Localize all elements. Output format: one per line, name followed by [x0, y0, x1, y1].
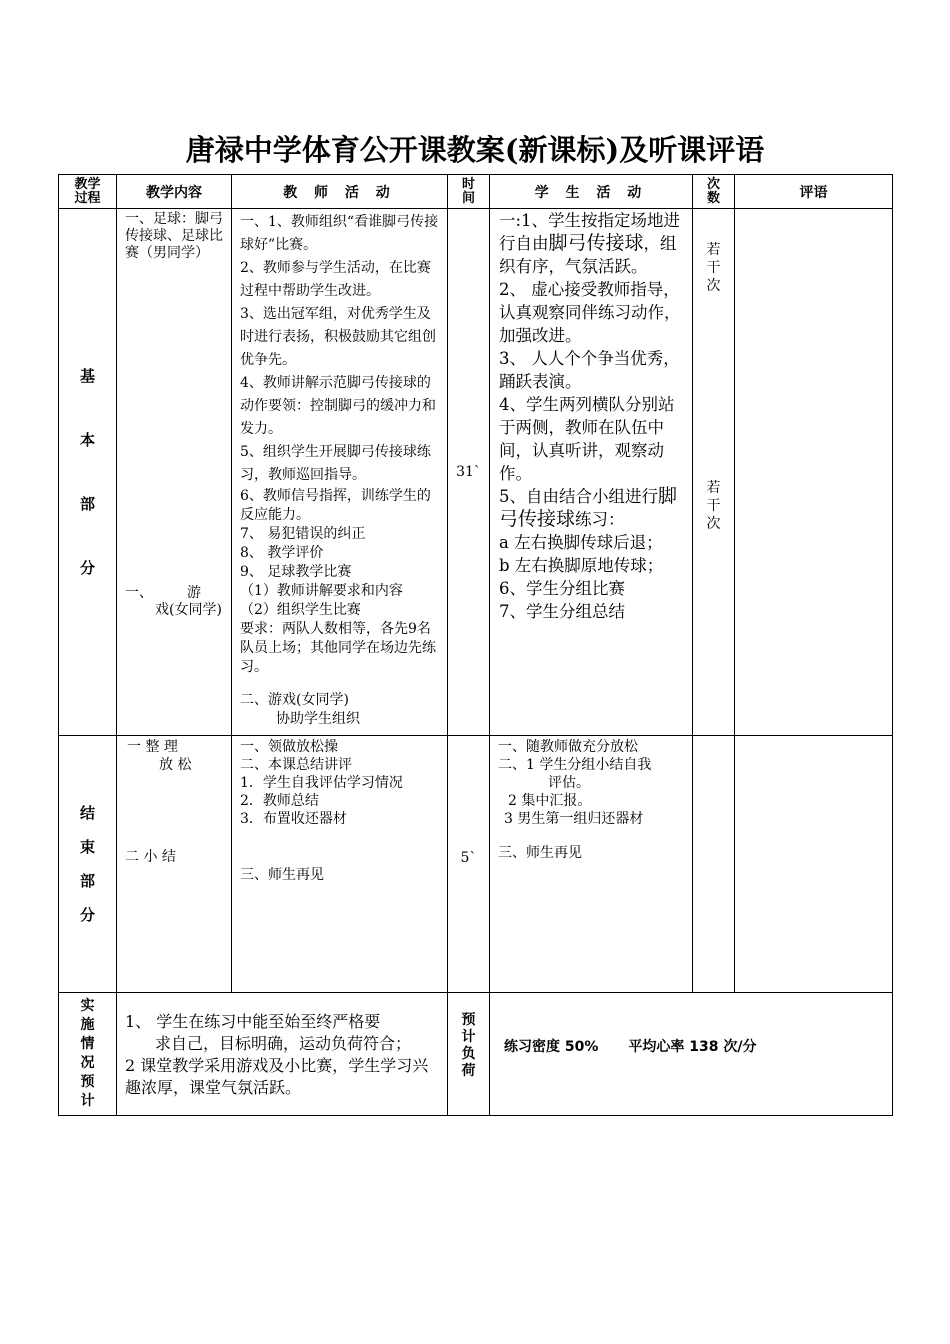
- teacher-activity-7: 7、 易犯错误的纠正: [240, 526, 366, 542]
- teacher-activity-8: 8、 教学评价: [240, 545, 324, 561]
- ending-content-1: 一 整 理: [127, 739, 178, 755]
- student-activity-6: a 左右换脚传球后退；: [499, 533, 663, 552]
- student-activity-5: 5、自由结合小组进行脚弓传接球练习：: [499, 485, 678, 530]
- lesson-plan-table: [58, 174, 893, 1116]
- header-teacher: 教 师 活 动: [232, 175, 448, 209]
- ending-section-label: 结 束 部 分: [59, 736, 117, 993]
- teacher-activity-12: 要求：两队人数相等，各先9名队员上场；其他同学在场边先练习。: [240, 621, 436, 675]
- header-student: 学 生 活 动: [490, 175, 693, 209]
- ending-teacher-5: 3．布置收还器材: [240, 811, 347, 827]
- ending-student-5: 3 男生第一组归还器材: [504, 811, 644, 827]
- content-football: 一、足球：脚弓传接球、足球比赛（男同学）: [125, 211, 223, 261]
- student-activity-1: 一:1、学生按指定场地进行自由脚弓传接球，组织有序，气氛活跃。: [499, 211, 681, 276]
- header-process: 教学 过程: [59, 175, 117, 209]
- basic-content-cell: [117, 209, 232, 736]
- ending-content-cell: [117, 736, 232, 993]
- header-time: 时 间: [448, 175, 490, 209]
- count-group-2: 若 干 次: [706, 480, 721, 532]
- basic-count-cell: [693, 209, 735, 736]
- header-comment: 评语: [735, 175, 893, 209]
- header-row: [59, 175, 893, 209]
- student-activity-8: 6、学生分组比赛: [499, 579, 625, 598]
- count-group-1: 若 干 次: [706, 242, 721, 294]
- ending-content-2: 二 小 结: [125, 849, 176, 865]
- ending-student-3: 评估。: [548, 775, 590, 791]
- ending-teacher-4: 2．教师总结: [240, 793, 319, 809]
- ending-section-row: [59, 736, 893, 993]
- teacher-activity-6: 6、教师信号指挥，训练学生的反应能力。: [240, 488, 431, 523]
- ending-teacher-1: 一、领做放松操: [240, 739, 338, 755]
- teacher-activity-1: 一、1、教师组织“看谁脚弓传接球好”比赛。: [240, 214, 439, 253]
- ending-teacher-2: 二、本课总结讲评: [240, 757, 352, 773]
- implementation-row: [59, 993, 893, 1116]
- ending-teacher-3: 1．学生自我评估学习情况: [240, 775, 403, 791]
- ending-student-2: 二、1 学生分组小结自我: [498, 757, 652, 773]
- ending-count-cell: [693, 736, 735, 993]
- ending-content-1b: 放 松: [159, 757, 192, 773]
- density-value: 练习密度 50%: [504, 1039, 599, 1055]
- ending-student-1: 一、随教师做充分放松: [498, 739, 638, 755]
- teacher-activity-4: 4、教师讲解示范脚弓传接球的动作要领：控制脚弓的缓冲力和发力。: [240, 375, 436, 437]
- basic-student-cell: [490, 209, 693, 736]
- heart-rate-value: 平均心率 138 次/分: [628, 1039, 757, 1055]
- content-game: 一、 游 戏(女同学): [125, 585, 222, 618]
- ending-teacher-6: 三、师生再见: [240, 867, 324, 883]
- teacher-activity-9: 9、 足球教学比赛: [240, 564, 352, 580]
- student-activity-3: 3、 人人个个争当优秀，踊跃表演。: [499, 349, 680, 391]
- ending-teacher-cell: [232, 736, 448, 993]
- basic-section-label: 基 本 部 分: [59, 209, 117, 736]
- page-title: 唐禄中学体育公开课教案(新课标)及听课评语: [185, 133, 765, 167]
- ending-comment-cell: [735, 736, 893, 993]
- teacher-activity-2: 2、教师参与学生活动，在比赛过程中帮助学生改进。: [240, 260, 431, 299]
- teacher-activity-10: （1）教师讲解要求和内容: [240, 583, 403, 599]
- ending-student-cell: [490, 736, 693, 993]
- teacher-activity-13: 二、游戏(女同学): [240, 692, 349, 708]
- student-activity-9: 7、学生分组总结: [499, 602, 625, 621]
- basic-time-cell: 31`: [448, 209, 490, 736]
- basic-section-row: [59, 209, 893, 736]
- student-activity-4: 4、学生两列横队分别站于两侧，教师在队伍中间，认真听讲，观察动作。: [499, 395, 675, 483]
- header-content: 教学内容: [117, 175, 232, 209]
- header-count: 次 数: [693, 175, 735, 209]
- student-activity-7: b 左右换脚原地传球；: [499, 556, 664, 575]
- teacher-activity-11: （2）组织学生比赛: [240, 602, 361, 618]
- ending-student-6: 三、师生再见: [498, 845, 582, 861]
- implementation-text: 1、 学生在练习中能至始至终严格要 求自己，目标明确，运动负荷符合； 2 课堂教学采用游戏及小比赛，学生学习兴趣浓厚，课堂气氛活跃。: [117, 993, 448, 1116]
- ending-time-cell: 5`: [448, 736, 490, 993]
- teacher-activity-3: 3、选出冠军组，对优秀学生及时进行表扬，积极鼓励其它组创优争先。: [240, 306, 436, 368]
- ending-student-4: 2 集中汇报。: [508, 793, 592, 809]
- student-activity-2: 2、 虚心接受教师指导，认真观察同伴练习动作，加强改进。: [499, 280, 681, 345]
- basic-comment-cell: [735, 209, 893, 736]
- load-summary: [490, 993, 893, 1116]
- teacher-activity-14: 协助学生组织: [276, 711, 360, 727]
- teacher-activity-5: 5、组织学生开展脚弓传接球练习，教师巡回指导。: [240, 444, 431, 483]
- basic-teacher-cell: [232, 209, 448, 736]
- implementation-label: 实 施 情 况 预 计: [59, 993, 117, 1116]
- load-label: 预 计 负 荷: [448, 993, 490, 1116]
